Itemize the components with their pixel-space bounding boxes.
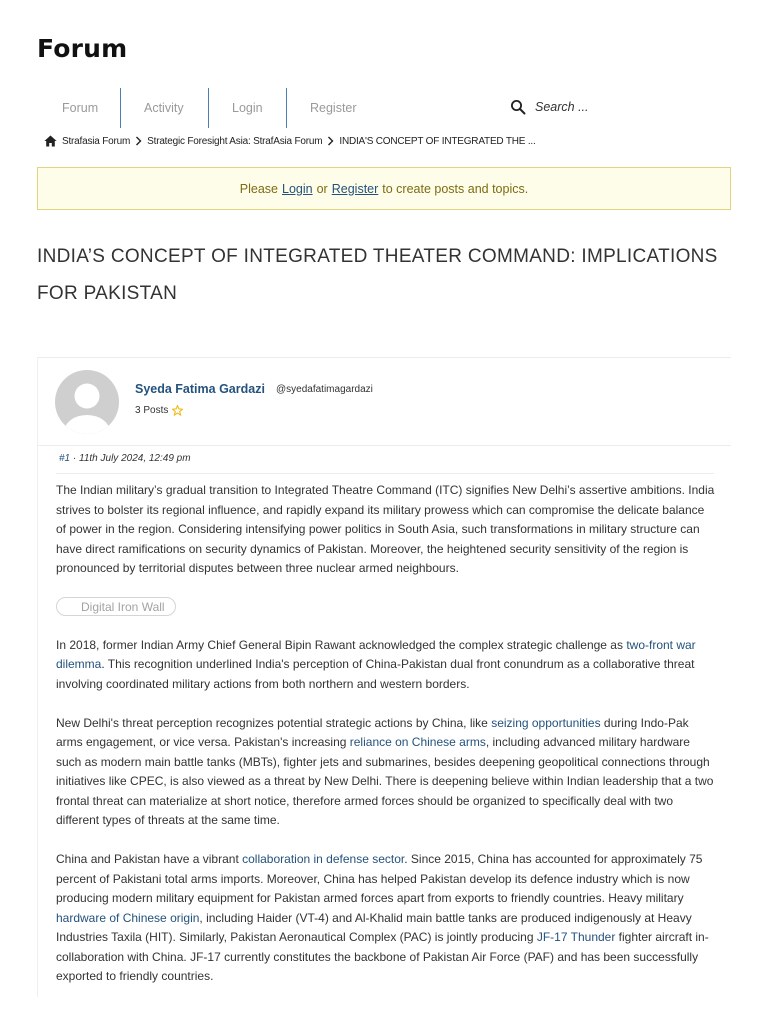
nav-item-activity[interactable]: Activity [121,88,209,128]
nav-item-register[interactable]: Register [310,101,357,115]
author-name[interactable]: Syeda Fatima Gardazi [135,382,265,396]
paragraph-text: . This recognition underlined India's perception of China-Pakistan dual front conundrum as a collaborative threat involving coordinated military actions from both northern and western borders. [56,657,695,691]
notice-prefix: Please [239,181,279,196]
breadcrumb-item-strategic-foresight[interactable]: Strategic Foresight Asia: StrafAsia Forum [147,135,323,147]
author-posts-label: 3 Posts [135,405,169,416]
tag-digital-iron-wall[interactable]: Digital Iron Wall [56,597,176,616]
chevron-right-icon [327,136,334,146]
post-permalink[interactable]: #1 [59,453,71,464]
paragraph-text: during Indo-Pak arms engagement, or vice versa. Pakistan's increasing [56,715,689,749]
post-divider [37,357,731,358]
post-divider [37,445,731,446]
paragraph-text: China and Pakistan have a vibrant [56,852,243,866]
avatar[interactable] [55,370,119,434]
notice-suffix: to create posts and topics. [382,181,529,196]
post-divider [37,357,38,997]
paragraph-text: In 2018, former Indian Army Chief General Bipin Rawant acknowledged the complex strategic challenge as [56,637,627,652]
chevron-right-icon [135,136,142,146]
post-paragraph-1: The Indian military’s gradual transition to Integrated Theatre Command (ITC) signifies New Delhi’s assertive ambitions. India strives to bolster its regional influence, and rapidly expand its military prowess which can compromise the delicate balance of power in the region. Considering intensifying power politics in South Asia, such transformations in military structure can have direct ramifications on security dynamics of Pakistan. Moreover, the heightened security sensitivity of the region is pronounced by territorial disputes between three nuclear armed neighbours. [56,483,715,575]
author-post-count [135,405,183,416]
notice-login-link[interactable]: Login [282,181,313,196]
home-icon[interactable] [44,135,57,147]
post-meta [59,453,191,464]
breadcrumb-item-strafasia-forum[interactable]: Strafasia Forum [62,135,131,147]
search-icon[interactable] [510,99,526,115]
star-icon [172,405,183,416]
main-nav [37,88,377,128]
post-paragraph-4 [56,850,716,987]
topic-title: INDIA’S CONCEPT OF INTEGRATED THEATER COMMAND: IMPLICATIONS FOR PAKISTAN [37,246,718,304]
paragraph-text: New Delhi's threat perception recognizes potential strategic actions by China, like [56,715,492,730]
login-notice [37,167,731,210]
notice-register-link[interactable]: Register [331,181,379,196]
post-body [56,481,716,1006]
paragraph-text: , including advanced military hardware such as modern main battle tanks (MBTs), fighter jets and submarines, besides deepening geopolitical connections through initiatives like CPEC, is also viewed as a threat by New Delhi. There is deepening believe within Indian leadership that a two frontal threat can materialize at short notice, therefore armed forces should be organized to specifically deal with two different types of threats at the same time. [56,735,714,827]
site-title[interactable]: Forum [37,34,128,63]
breadcrumb [44,134,536,148]
notice-or: or [316,181,328,196]
breadcrumb-item-current: INDIA'S CONCEPT OF INTEGRATED THE ... [339,135,536,147]
link-reliance-on-chinese-arms[interactable]: reliance on Chinese arms [349,735,486,749]
paragraph-text: fighter aircraft in-collaboration with China. JF-17 currently constitutes the backbone of Pakistan Air Force (PAF) and has been successfully exported to friendly countries. [56,930,709,983]
nav-item-login[interactable]: Login [209,88,287,128]
post-date: · 11th July 2024, 12:49 pm [70,453,191,464]
post-paragraph-2 [56,636,716,695]
paragraph-text: , including Haider (VT-4) and Al-Khalid main battle tanks are produced indigenously at Heavy Industries Taxila (HIT). Similarly, Pakistan Aeronautical Complex (PAC) is jointly producing [56,910,692,944]
link-seizing-opportunities[interactable]: seizing opportunities [491,715,601,730]
search-input[interactable] [535,100,675,114]
link-jf-17-thunder[interactable]: JF-17 Thunder [536,930,616,944]
author-handle: @syedafatimagardazi [276,384,373,395]
link-two-front-war-dilemma[interactable]: two-front war dilemma [56,637,696,671]
search-box [510,96,675,118]
link-hardware-of-chinese-origin[interactable]: hardware of Chinese origin [56,910,200,925]
post-divider [56,473,714,474]
paragraph-text: . Since 2015, China has accounted for approximately 75 percent of Pakistani total arms imports. Moreover, China has helped Pakistan develop its defence industry which is now producing modern military equipment for Pakistan armed forces apart from exports to friendly countries. Heavy military [56,852,703,905]
nav-item-forum[interactable]: Forum [37,88,121,128]
link-collaboration-in-defense-sector[interactable]: collaboration in defense sector [242,852,405,866]
post-paragraph-3 [56,714,716,831]
